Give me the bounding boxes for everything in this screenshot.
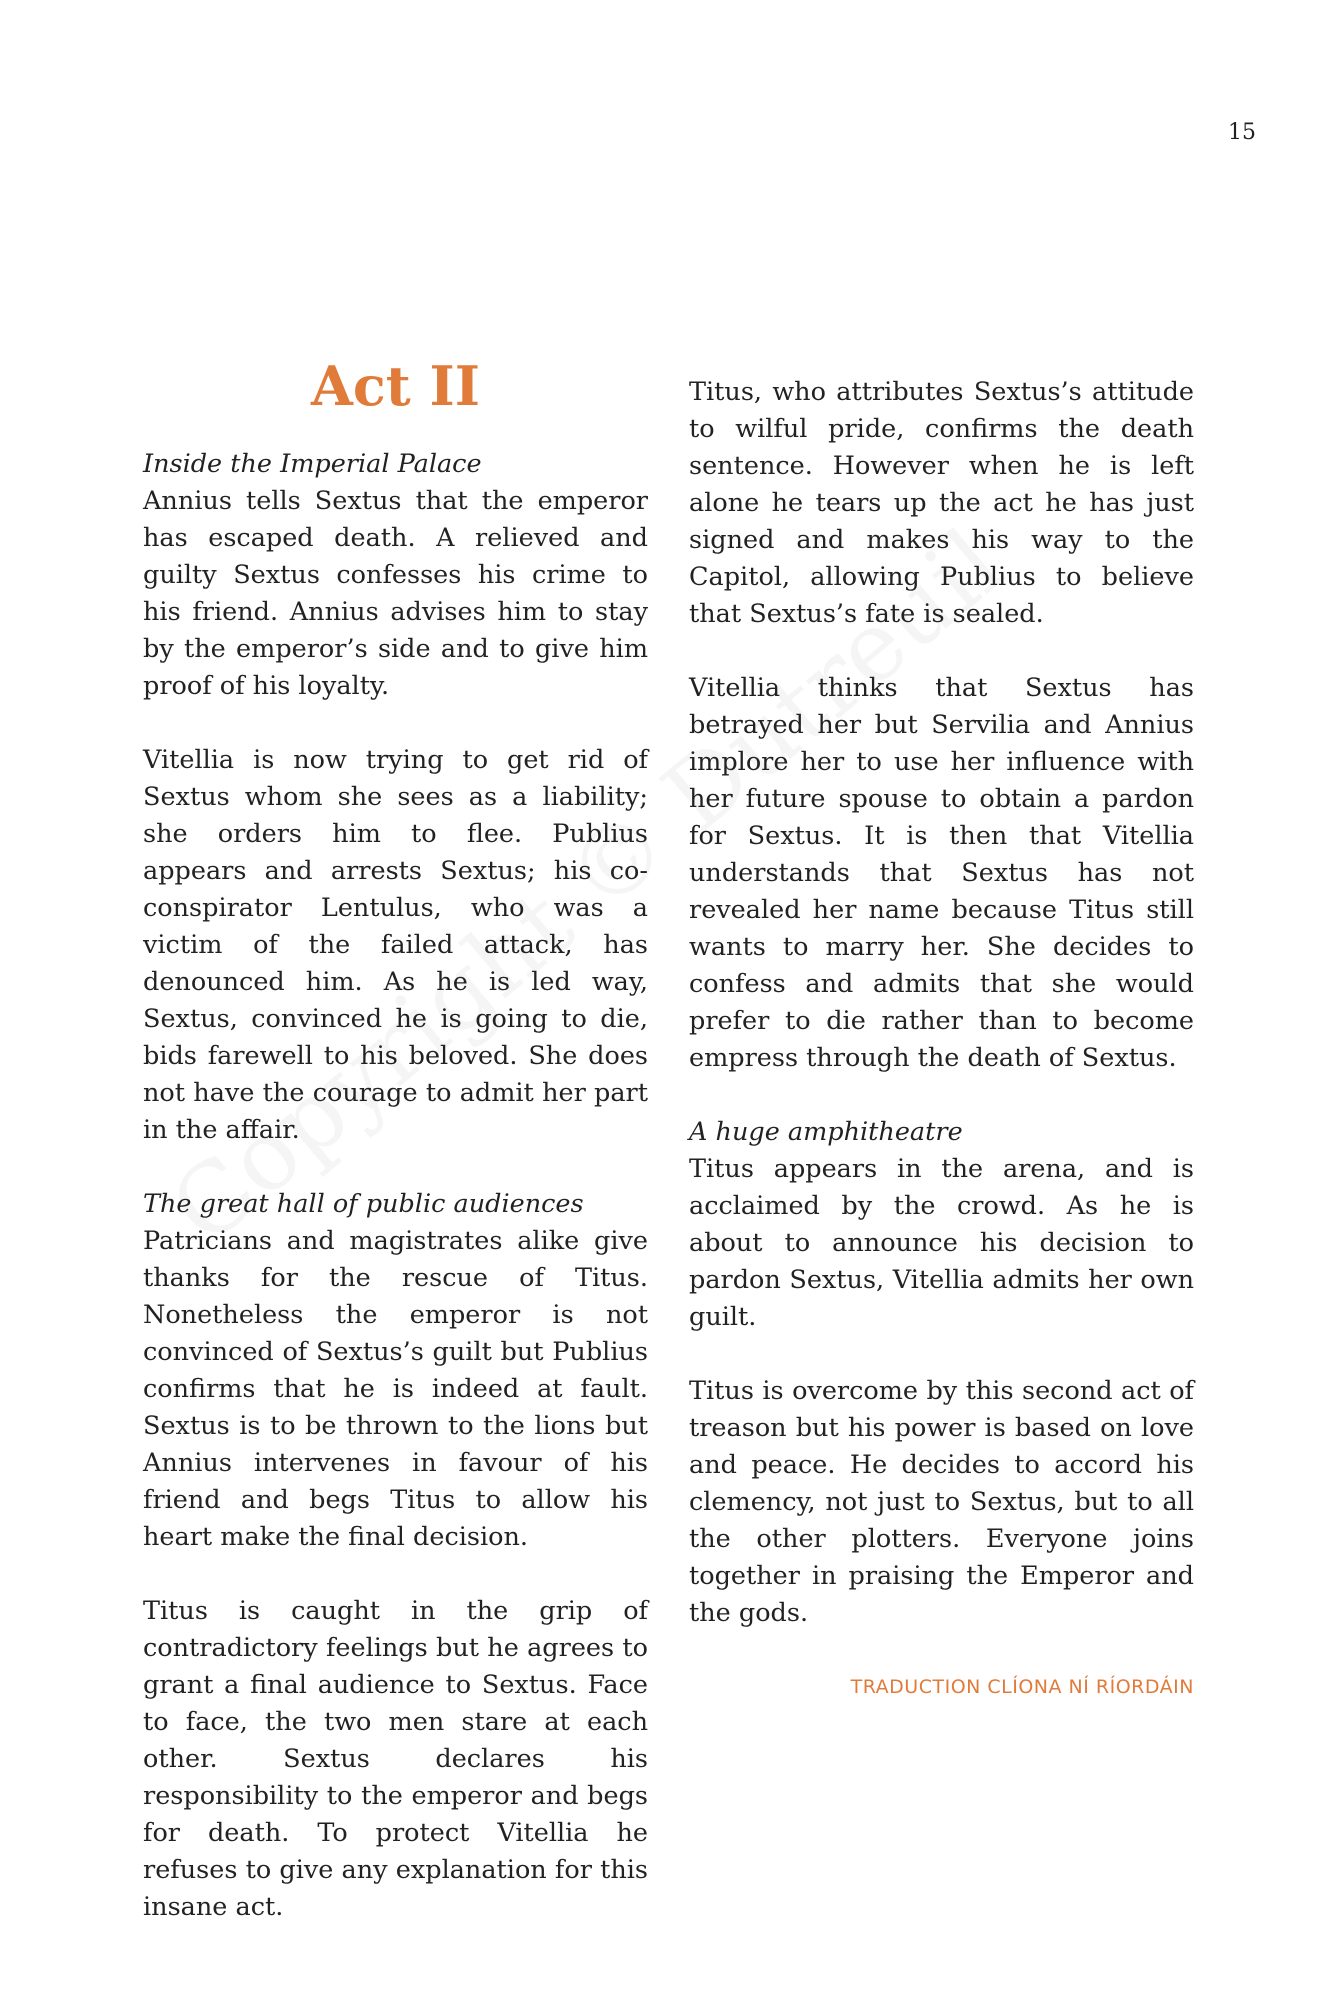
synopsis-paragraph: Titus is overcome by this second act of treason but his power is based on love and peace. He decides to accord his clemency, not just to Sextus, but to all the other plotters. Everyone joins together in praising the Emperor and the gods.: [689, 1376, 1194, 1628]
synopsis-section: [143, 1186, 648, 1556]
synopsis-section: [689, 1114, 1194, 1336]
synopsis-paragraph: Vitellia is now trying to get rid of Sextus whom she sees as a liability; she orders him to flee. Publius appears and arrests Sextus; his co-conspirator Lentulus, who was a victim of the failed attack, has denounced him. As he is led way, Sextus, convinced he is going to die, bids farewell to his beloved. She does not have the courage to admit her part in the affair.: [143, 745, 648, 1145]
synopsis-section: [689, 670, 1194, 1077]
synopsis-section: [143, 742, 648, 1149]
synopsis-section: [143, 1593, 648, 1926]
synopsis-paragraph: Vitellia thinks that Sextus has betrayed her but Servilia and Annius implore her to use her influence with her future spouse to obtain a pardon for Sextus. It is then that Vitellia understands that Sextus has not revealed her name because Titus still wants to marry her. She decides to confess and admits that she would prefer to die rather than to become empress through the death of Sextus.: [689, 673, 1194, 1073]
synopsis-section: [143, 446, 648, 705]
synopsis-paragraph: Patricians and magistrates alike give thanks for the rescue of Titus. Nonetheless the emperor is not convinced of Sextus’s guilt but Publius confirms that he is indeed at fault. Sextus is to be thrown to the lions but Annius intervenes in favour of his friend and begs Titus to allow his heart make the final decision.: [143, 1226, 648, 1552]
synopsis-paragraph: Annius tells Sextus that the emperor has escaped death. A relieved and guilty Sextus confesses his crime to his friend. Annius advises him to stay by the emperor’s side and to give him proof of his loyalty.: [143, 486, 648, 701]
synopsis-section: [689, 374, 1194, 633]
translation-credit: TRADUCTION CLÍONA NÍ RÍORDÁIN: [850, 1676, 1194, 1698]
left-column: [143, 340, 648, 1963]
synopsis-section: [689, 1373, 1194, 1632]
page-number: 15: [1228, 120, 1256, 145]
synopsis-paragraph: Titus is caught in the grip of contradictory feelings but he agrees to grant a final audience to Sextus. Face to face, the two men stare at each other. Sextus declares his responsibility to the emperor and begs for death. To protect Vitellia he refuses to give any explanation for this insane act.: [143, 1596, 648, 1922]
scene-heading: A huge amphitheatre: [689, 1117, 963, 1147]
synopsis-paragraph: Titus, who attributes Sextus’s attitude to wilful pride, confirms the death sentence. However when he is left alone he tears up the act he has just signed and makes his way to the Capitol, allowing Publius to believe that Sextus’s fate is sealed.: [689, 377, 1194, 629]
scene-heading: Inside the Imperial Palace: [143, 449, 482, 479]
synopsis-paragraph: Titus appears in the arena, and is acclaimed by the crowd. As he is about to announce his decision to pardon Sextus, Vitellia admits her own guilt.: [689, 1154, 1194, 1332]
right-column: [689, 374, 1194, 1706]
scene-heading: The great hall of public audiences: [143, 1189, 584, 1219]
act-title: Act II: [310, 354, 481, 418]
